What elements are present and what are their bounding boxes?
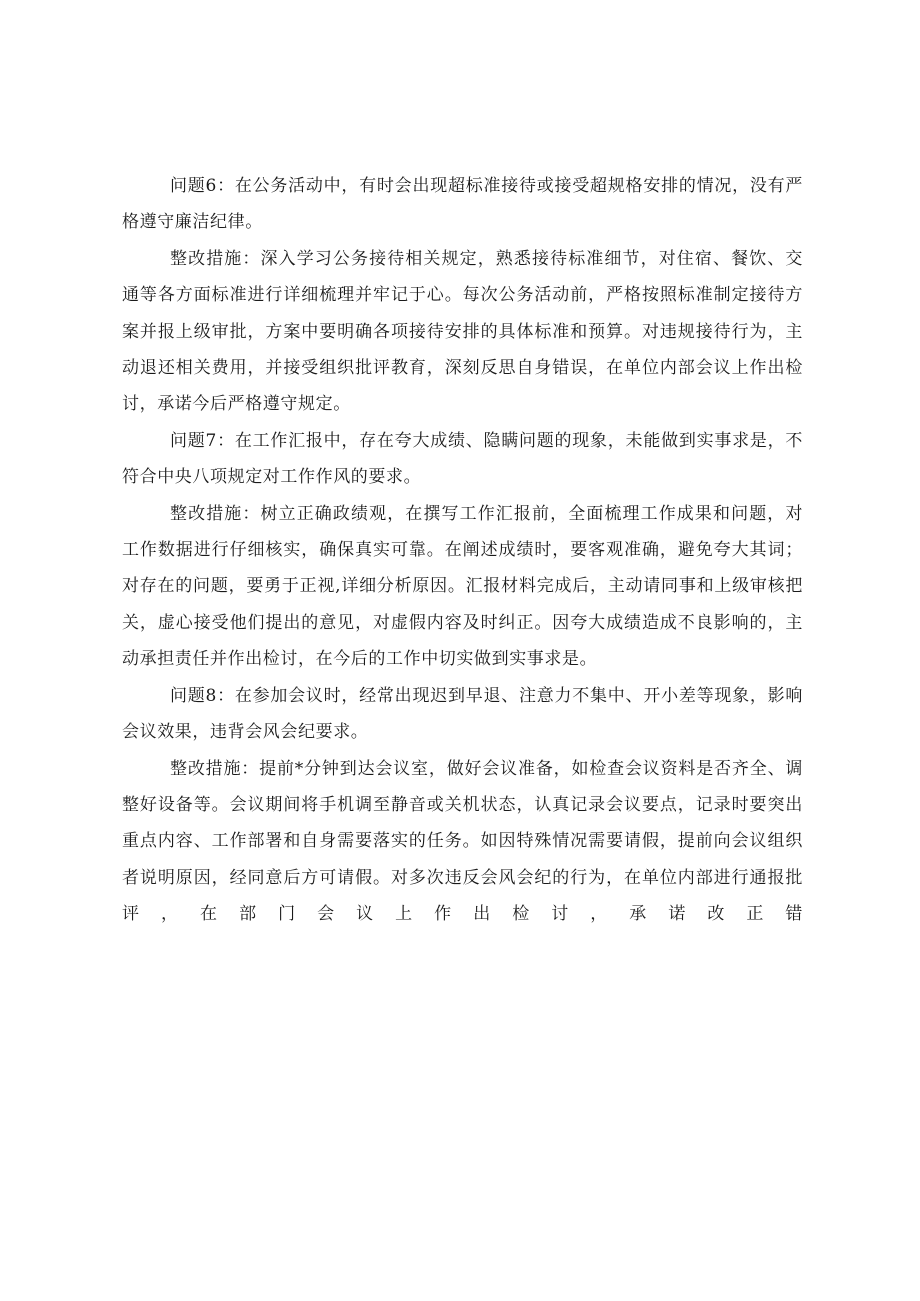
measures-6-paragraph: 整改措施：深入学习公务接待相关规定，熟悉接待标准细节，对住宿、餐饮、交通等各方面标准进行详细梳理并牢记于心。每次公务活动前，严格按照标准制定接待方案并报上级审批，方案中要明确各项接待安排的具体标准和预算。对违规接待行为，主动退还相关费用，并接受组织批评教育，深刻反思自身错误，在单位内部会议上作出检讨，承诺今后严格遵守规定。	[122, 248, 803, 415]
problem-6-paragraph: 问题6：在公务活动中，有时会出现超标准接待或接受超规格安排的情况，没有严格遵守廉洁纪律。	[122, 176, 803, 233]
measures-7-paragraph: 整改措施：树立正确政绩观，在撰写工作汇报前，全面梳理工作成果和问题，对工作数据进行仔细核实，确保真实可靠。在阐述成绩时，要客观准确，避免夸大其词；对存在的问题，要勇于正视,详细分析原因。汇报材料完成后，主动请同事和上级审核把关，虚心接受他们提出的意见，对虚假内容及时纠正。因夸大成绩造成不良影响的，主动承担责任并作出检讨，在今后的工作中切实做到实事求是。	[122, 503, 803, 670]
problem-7-paragraph: 问题7：在工作汇报中，存在夸大成绩、隐瞒问题的现象，未能做到实事求是，不符合中央八项规定对工作作风的要求。	[122, 430, 803, 488]
document-body	[122, 168, 803, 933]
problem-8-paragraph: 问题8：在参加会议时，经常出现迟到早退、注意力不集中、开小差等现象，影响会议效果，违背会风会纪要求。	[122, 685, 803, 743]
measures-8-paragraph: 整改措施：提前*分钟到达会议室，做好会议准备，如检查会议资料是否齐全、调整好设备等。会议期间将手机调至静音或关机状态，认真记录会议要点，记录时要突出重点内容、工作部署和自身需要落实的任务。如因特殊情况需要请假，提前向会议组织者说明原因，经同意后方可请假。对多次违反会风会纪的行为，在单位内部进行通报批评，在部门会议上作出检讨，承诺改正错	[122, 758, 803, 925]
